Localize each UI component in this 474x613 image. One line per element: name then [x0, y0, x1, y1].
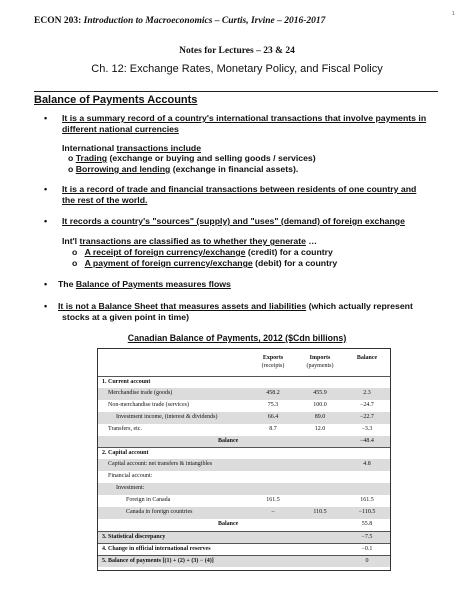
receipt-link: A receipt of foreign currency/exchange: [84, 247, 246, 257]
sub-item-borrowing: o Borrowing and lending (exchange in financial assets).: [68, 164, 299, 174]
balance-value: −24.7: [360, 401, 374, 408]
row-label: Foreign in Canada: [126, 497, 171, 503]
exports-header-label: Exports: [262, 355, 284, 361]
bullet-4-prefix: The: [58, 279, 76, 289]
exports-value: 458.2: [266, 389, 280, 396]
exports-value: 8.7: [269, 425, 277, 432]
bullet-icon: •: [44, 184, 48, 194]
borrowing-rest: (exchange in financial assets).: [170, 164, 299, 174]
balance-value: −48.4: [360, 437, 374, 444]
bullet-5-rest: (which actually represent: [306, 301, 413, 311]
table-row: [98, 495, 390, 507]
imports-value: 89.0: [314, 413, 326, 420]
row-label: Canada in foreign countries: [126, 508, 193, 515]
bullet-5-line-1: [58, 301, 413, 312]
row-label: Transfers, etc.: [108, 425, 142, 432]
balance-value: −110.5: [358, 508, 376, 515]
row-label: Investment:: [116, 485, 145, 492]
exports-value: –: [271, 508, 275, 515]
header-divider: [34, 91, 438, 92]
table-row: [98, 519, 390, 531]
row-label: Non-merchandise trade (services): [108, 401, 189, 408]
trading-link: Trading: [75, 153, 108, 163]
table-title: Canadian Balance of Payments, 2012 ($Cdn billions): [127, 333, 347, 343]
row-label: Balance: [218, 520, 239, 527]
bullet-1-text-a: It is a summary record of a country's international transactions that involve payments in: [62, 113, 427, 123]
row-label: 2. Capital account: [102, 450, 149, 457]
course-title: Introduction to Macroeconomics – Curtis, Irvine – 2016-2017: [83, 16, 326, 26]
course-header: [34, 16, 325, 26]
balance-value: 2.3: [363, 389, 371, 396]
bullet-icon: •: [44, 279, 48, 289]
balance-header: [344, 354, 390, 362]
table-row: [98, 400, 390, 412]
row-label: Merchandise trade (goods): [108, 389, 173, 396]
bullet-2-line-2: [62, 195, 147, 206]
balance-value: 55.8: [361, 520, 373, 527]
page-number: 1: [452, 11, 455, 17]
row-label: Balance: [218, 437, 239, 444]
lecture-notes-title: Notes for Lectures – 23 & 24: [179, 46, 295, 56]
imports-value: 12.0: [314, 425, 326, 432]
intl2-link: transactions are classified as to whether they generate: [79, 236, 306, 246]
table-row: [98, 459, 390, 471]
exports-value: 66.4: [267, 413, 279, 420]
table-row: [98, 436, 390, 448]
imports-value: 455.9: [313, 389, 327, 396]
bullet-2-text-a: It is a record of trade and financial transactions between residents of one country and: [62, 184, 417, 194]
intl2-suffix: …: [305, 236, 318, 246]
balance-value: 4.8: [363, 461, 371, 468]
balance-value: 161.5: [360, 497, 374, 503]
trading-rest: (exchange or buying and selling goods / services): [107, 153, 316, 163]
bullet-3-line: [62, 216, 405, 227]
exports-header: [250, 354, 296, 370]
balance-value: −0.1: [361, 545, 373, 552]
receipt-rest: (credit) for a country: [245, 247, 333, 257]
bullet-4-link: Balance of Payments measures flows: [75, 279, 231, 289]
balance-value: −22.7: [360, 413, 374, 420]
bullet-2-line-1: [62, 184, 416, 195]
bullet-3-text: It records a country's "sources" (supply) and "uses" (demand) of foreign exchange: [62, 216, 405, 226]
table-row: [98, 483, 390, 495]
row-label: 1. Current account: [102, 379, 151, 385]
payment-link: A payment of foreign currency/exchange: [84, 258, 253, 268]
balance-header-label: Balance: [356, 355, 378, 361]
sub-item-payment: o A payment of foreign currency/exchange (debit) for a country: [72, 258, 338, 268]
borrowing-link: Borrowing and lending: [75, 164, 171, 174]
table-row: [98, 424, 390, 436]
bullet-5-line-2: [62, 312, 189, 323]
bullet-5-link: It is not a Balance Sheet that measures assets and liabilities: [58, 301, 307, 311]
row-label: Capital account: net transfers & intangibles: [108, 461, 213, 468]
bullet-2-text-b: the rest of the world.: [62, 195, 148, 205]
payment-rest: (debit) for a country: [252, 258, 338, 268]
chapter-title: Ch. 12: Exchange Rates, Monetary Policy, and Fiscal Policy: [91, 63, 383, 75]
balance-value: −3.3: [361, 425, 373, 432]
intl-transactions-line: [62, 143, 201, 154]
balance-of-payments-table: [97, 348, 391, 571]
section-title: Balance of Payments Accounts: [34, 94, 198, 106]
balance-value: −7.5: [361, 533, 373, 540]
bullet-1-line-1: [62, 113, 426, 124]
table-row: [98, 555, 390, 568]
bullet-1-line-2: [62, 124, 179, 135]
exports-header-sub: (receipts): [261, 363, 285, 369]
exports-value: 161.5: [266, 497, 280, 503]
intl-classified-line: [62, 236, 317, 247]
imports-value: 100.0: [313, 401, 327, 408]
table-row: [98, 412, 390, 424]
imports-header: [297, 354, 343, 370]
table-row: [98, 507, 390, 519]
imports-value: 110.5: [313, 508, 327, 515]
table-row: [98, 471, 390, 483]
row-label: Financial account:: [108, 473, 153, 480]
imports-header-sub: (payments): [306, 363, 334, 369]
bullet-1-text-b: different national currencies: [62, 124, 179, 134]
balance-value: 0: [365, 557, 369, 564]
bullet-icon: •: [44, 216, 48, 226]
row-label: 3. Statistical discrepancy: [102, 533, 166, 540]
exports-value: 75.3: [267, 401, 279, 408]
table-row: [98, 388, 390, 400]
bullet-icon: •: [44, 113, 48, 123]
course-code: ECON 203:: [34, 16, 82, 26]
sub-item-trading: o Trading (exchange or buying and selling goods / services): [68, 153, 316, 163]
intl2-prefix: Int'l: [62, 236, 80, 246]
bullet-4-line: [58, 279, 231, 290]
sub-item-receipt: o A receipt of foreign currency/exchange (credit) for a country: [72, 247, 333, 257]
row-label: 5. Balance of payments [(1) + (2) + (3) − (4)]: [102, 557, 214, 564]
bullet-5-text-b: stocks at a given point in time): [62, 312, 189, 322]
intl-link: transactions include: [116, 143, 202, 153]
bullet-icon: •: [44, 301, 48, 311]
row-label: 4. Change in official international reserves: [102, 545, 211, 552]
row-label: Investment income, (interest & dividends): [116, 413, 218, 420]
intl-prefix: International: [62, 143, 117, 153]
imports-header-label: Imports: [309, 355, 331, 361]
